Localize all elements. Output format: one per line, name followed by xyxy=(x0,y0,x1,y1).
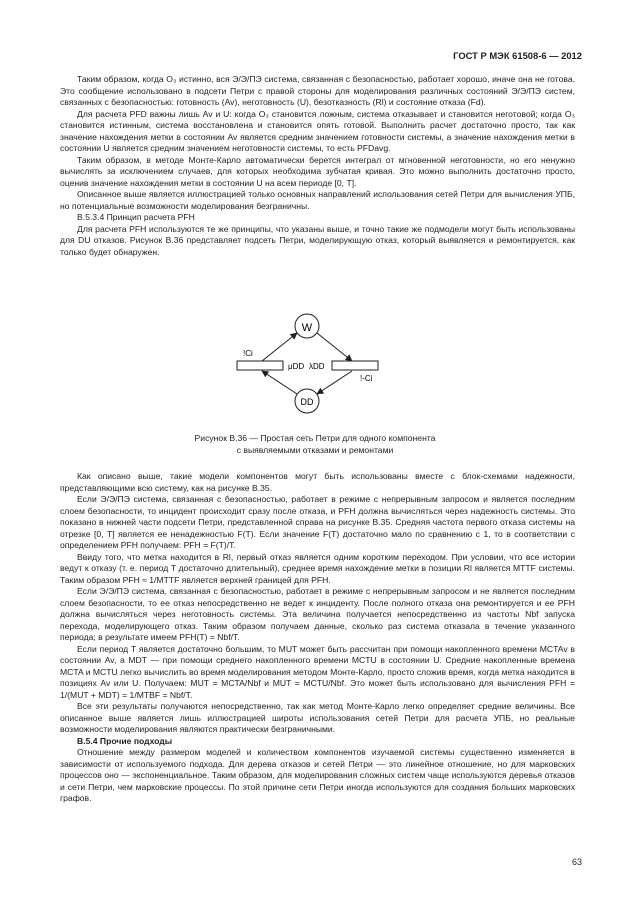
lower-text-block xyxy=(60,471,575,805)
page-number: 63 xyxy=(571,857,582,867)
caption-line-1: Рисунок В.36 — Простая сеть Петри для одного компонента xyxy=(194,433,436,443)
place-dd-label: DD xyxy=(300,397,314,407)
paragraph-continuous-demand: Если Э/Э/ПЭ система, связанная с безопасностью, работает в режиме с непрерывным запросом и является последним слоем безопасности, то инцидент происходит сразу после отказа, и PFH должна вычисляться через надежность системы. Это показано в нижней части подсети Петри, представленной справа на рисунке В.35. Средняя частота первого отказа системы на отрезке [0, T] является ее ненадежностью F(T). Если значение F(T) достаточно мало по сравнению с 1, то в соответствии с определением PFH получаем: PFH = F(T)/T. xyxy=(60,494,575,550)
paragraph-pfd-calc: Для расчета PFD важны лишь Av и U: когда O₃ становится ложным, система отказывает и становится неготовой; когда O₃ становится истинным, система восстановлена и становится опять готовой. Выполнить расчет достаточно просто, так как значение нахождения метки в состоянии Av является средним значением готовности системы, а значение нахождения метки в состоянии U является средним значением неготовности системы, то есть PFDavg. xyxy=(60,108,575,153)
figure-caption xyxy=(150,432,480,456)
transition-left xyxy=(237,361,283,370)
subheading-b534: В.5.3.4 Принцип расчета PFH xyxy=(77,212,195,222)
upper-text-block xyxy=(60,74,575,258)
paragraph-illustration: Описанное выше является иллюстрацией только основных направлений использования сетей Петри для вычисления УПБ, но потенциальные возможности моделирования безграничны. xyxy=(60,189,575,211)
left-transition-guard: !Ci xyxy=(243,349,253,358)
arc-dd-to-left xyxy=(262,371,297,394)
paragraph-pfh-principle: Для расчета PFH используются те же принципы, что указаны выше, и точно такие же подмодели могут быть использованы для DU отказов. Рисунок В.36 представляет подсеть Петри, моделирующую отказ, который выявляется и ремонтируется, как только будет обнаружен. xyxy=(60,223,575,257)
transition-right xyxy=(332,361,378,370)
paragraph-block-diagrams: Как описано выше, такие модели компонентов могут быть использованы вместе с блок-схемами надежности, представляющими всю систему, как на рисунке В.35. xyxy=(60,471,575,493)
lambda-rate-label: λDD xyxy=(309,362,325,371)
heading-b54: В.5.4 Прочие подходы xyxy=(77,735,173,746)
arc-w-to-right xyxy=(317,333,352,361)
arc-right-to-dd xyxy=(317,371,352,394)
paragraph-not-last-layer: Если Э/Э/ПЭ система, связанная с безопасностью, работает в режиме с непрерывным запросом и не является последним слоем безопасности, то ее отказ непосредственно не ведет к инциденту. После полного отказа она ремонтируется и ее PFH должна вычисляться через неготовность системы. Эта величина получается непосредственно из частоты Nbf запуска перехода, моделирующего отказ. Таким образом получаем данные, сколько раз система отказала в течение указанного периода; в результате имеем PFH(T) = Nbf/T. xyxy=(60,586,575,642)
paragraph-o3-true: Таким образом, когда O₃ истинно, вся Э/Э/ПЭ система, связанная с безопасностью, работает хорошо, иначе она не готова. Это сообщение использовано в подсети Петри с правой стороны для моделирования различных состояний Э/Э/ПЭ систем, связанных с безопасностью: готовность (Av), неготовность (U), безотказность (Rl) и состояние отказа (Fd). xyxy=(60,74,575,107)
mu-rate-label: μDD xyxy=(288,362,305,371)
paragraph-monte-carlo: Таким образом, в методе Монте-Карло автоматически берется интеграл от мгновенной неготовности, но его ненужно вычислять за исключением случаев, для которых необходима зубчатая кривая. Это можно выполнить достаточно просто, оценив значение нахождения метки в состоянии U на всем периоде [0, T]. xyxy=(60,154,575,188)
caption-line-2: с выявляемыми отказами и ремонтами xyxy=(236,445,394,455)
paragraph-mut-mdt: Если период T является достаточно большим, то MUT может быть рассчитан при помощи накопленного времени MCTAv в состоянии Av, a MDT — при помощи среднего накопленного времени MCTU в состоянии U. Средние накопленные времена MCTA и MCTU легко вычислить во время моделирования методом Монте-Карло, просто сложив время, когда метка находится в позициях Av или U. Получаем: MUT = MCTA/Nbf и MUT = MCTU/Nbf. Это может быть использовано для вычисления PFH = 1/(MUT + MDT) = 1/MTBF = Nbf/T. xyxy=(60,643,575,700)
paragraph-mttf: Ввиду того, что метка находится в Rl, первый отказ является одним коротким переходом. При условии, что все истории ведут к отказу (т. е. период T достаточно длительный), среднее время нахождение метки в позиции Rl является MTTF системы. Таким образом PFH ≈ 1/MTTF является верхней границей для PFH. xyxy=(60,551,575,585)
arc-left-to-w xyxy=(262,333,297,361)
document-header: ГОСТ Р МЭК 61508-6 — 2012 xyxy=(453,50,582,61)
right-transition-guard: !-Ci xyxy=(360,374,373,383)
paragraph-results: Все эти результаты получаются непосредственно, так как метод Монте-Карло легко определяет средние величины. Все описанное выше является лишь иллюстрацией широты использования сетей Петри для расчета УПБ, но реальные возможности моделирования являются практически безграничными. xyxy=(60,701,575,734)
paragraph-other-approaches: Отношение между размером моделей и количеством компонентов изучаемой системы существенно изменяется в зависимости от используемого подхода. Для дерева отказов и сетей Петри — это линейное отношение, но для марковских процессов оно — экспоненциальное. Таким образом, для моделирования сложных систем чаще используются деревья отказов и сети Петри, чем марковские процессы. По этой причине сети Петри иногда используются для создания больших марковских графов. xyxy=(60,747,575,803)
place-w-label: W xyxy=(301,322,313,334)
